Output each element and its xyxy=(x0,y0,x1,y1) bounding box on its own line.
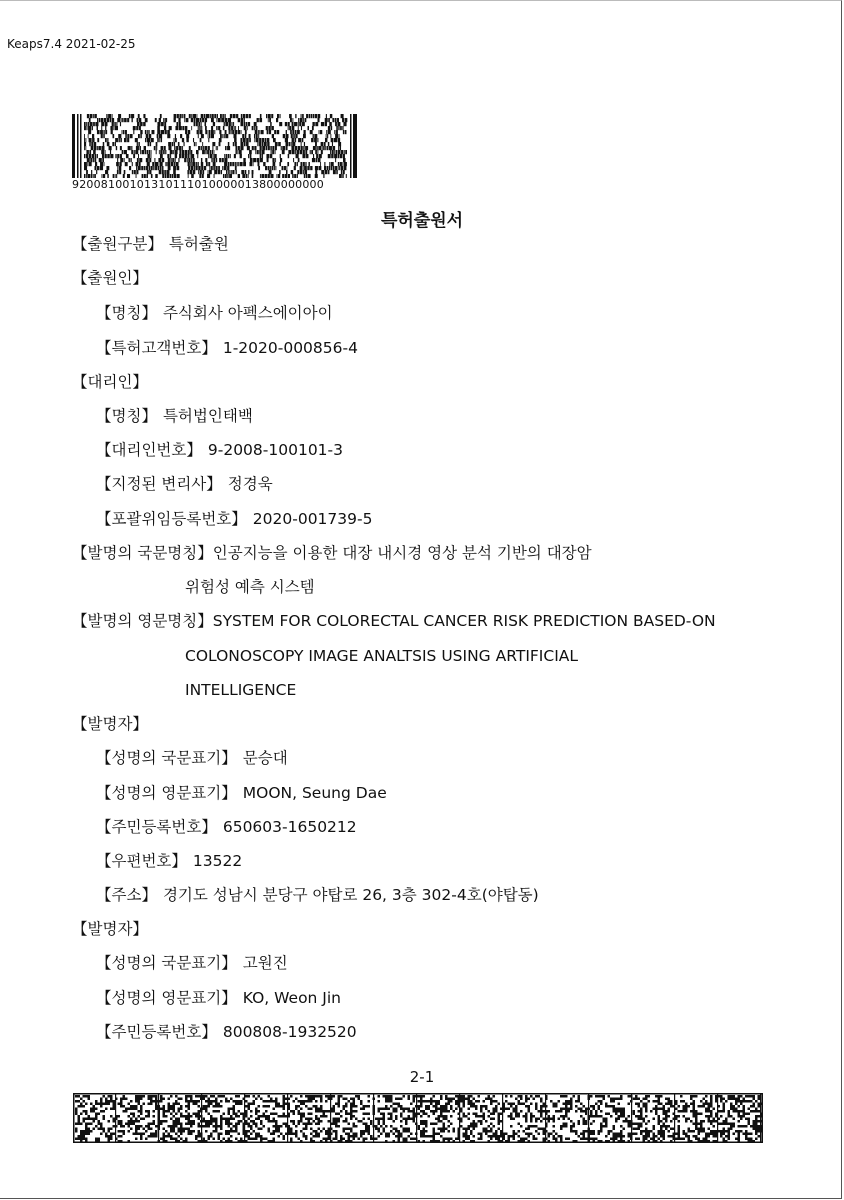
field-label: 【발명의 영문명칭】 xyxy=(72,612,213,630)
inventor1-rrn-row xyxy=(96,817,357,837)
page-number: 2-1 xyxy=(409,1068,435,1086)
agent-name-row xyxy=(96,406,253,426)
field-label: 【우편번호】 xyxy=(96,852,187,870)
inventor1-name-ko-row xyxy=(96,748,288,768)
field-value: 특허출원 xyxy=(168,235,229,253)
inventor2-name-en-row xyxy=(96,988,341,1008)
field-label: 【특허고객번호】 xyxy=(96,339,217,357)
inventor1-name-en-row xyxy=(96,783,387,803)
designated-attorney-row xyxy=(96,474,273,494)
field-label: 【지정된 변리사】 xyxy=(96,475,222,493)
field-label: 【포괄위임등록번호】 xyxy=(96,510,247,528)
applicant-code-row xyxy=(96,338,358,358)
title-en-row xyxy=(72,611,716,631)
bottom-2d-barcode xyxy=(73,1093,763,1143)
agent-header: 【대리인】 xyxy=(72,373,148,391)
title-ko-row xyxy=(72,543,592,563)
inventor1-header: 【발명자】 xyxy=(72,715,148,733)
field-value: 고원진 xyxy=(242,954,288,972)
field-label: 【성명의 영문표기】 xyxy=(96,784,237,802)
field-label: 【출원구분】 xyxy=(72,235,163,253)
barcode-number: 92008100101310111010000013800000000 xyxy=(72,178,324,191)
field-value: 13522 xyxy=(192,852,243,870)
inventor2-rrn-row xyxy=(96,1022,357,1042)
field-value: 특허법인태백 xyxy=(162,407,253,425)
field-value: 문승대 xyxy=(242,749,288,767)
top-barcode xyxy=(72,114,357,178)
inventor1-addr-row xyxy=(96,885,539,905)
software-version: Keaps7.4 2021-02-25 xyxy=(7,37,136,51)
field-value: KO, Weon Jin xyxy=(242,989,342,1007)
applicant-name-row xyxy=(96,303,333,323)
field-label: 【주소】 xyxy=(96,886,157,904)
field-value: SYSTEM FOR COLORECTAL CANCER RISK PREDICTION BASED-ON xyxy=(212,612,716,630)
inventor1-zip-row xyxy=(96,851,242,871)
field-label: 【명칭】 xyxy=(96,407,157,425)
field-label: 【발명의 국문명칭】 xyxy=(72,544,213,562)
field-label: 【성명의 영문표기】 xyxy=(96,989,237,1007)
field-value: 800808-1932520 xyxy=(222,1023,357,1041)
general-power-row xyxy=(96,509,372,529)
field-label: 【대리인번호】 xyxy=(96,441,202,459)
field-value: 주식회사 아펙스에이아이 xyxy=(162,304,333,322)
field-value: MOON, Seung Dae xyxy=(242,784,387,802)
field-value: 1-2020-000856-4 xyxy=(222,339,358,357)
field-label: 【주민등록번호】 xyxy=(96,1023,217,1041)
applicant-header: 【출원인】 xyxy=(72,269,148,287)
field-value: 정경욱 xyxy=(227,475,273,493)
title-en-line3: INTELLIGENCE xyxy=(185,681,297,699)
agent-code-row xyxy=(96,440,343,460)
field-label: 【성명의 국문표기】 xyxy=(96,749,237,767)
inventor2-header: 【발명자】 xyxy=(72,920,148,938)
field-value: 650603-1650212 xyxy=(222,818,357,836)
field-value: 인공지능을 이용한 대장 내시경 영상 분석 기반의 대장암 xyxy=(212,544,592,562)
document-title: 특허출원서 xyxy=(380,211,464,231)
inventor2-name-ko-row xyxy=(96,953,288,973)
field-value: 경기도 성남시 분당구 야탑로 26, 3층 302-4호(야탑동) xyxy=(162,886,539,904)
field-label: 【주민등록번호】 xyxy=(96,818,217,836)
field-value: 2020-001739-5 xyxy=(252,510,373,528)
title-ko-line2: 위험성 예측 시스템 xyxy=(185,578,315,596)
field-label: 【명칭】 xyxy=(96,304,157,322)
title-en-line2: COLONOSCOPY IMAGE ANALTSIS USING ARTIFICIAL xyxy=(185,647,579,665)
field-label: 【성명의 국문표기】 xyxy=(96,954,237,972)
field-value: 9-2008-100101-3 xyxy=(207,441,343,459)
app-type-row xyxy=(72,234,229,254)
